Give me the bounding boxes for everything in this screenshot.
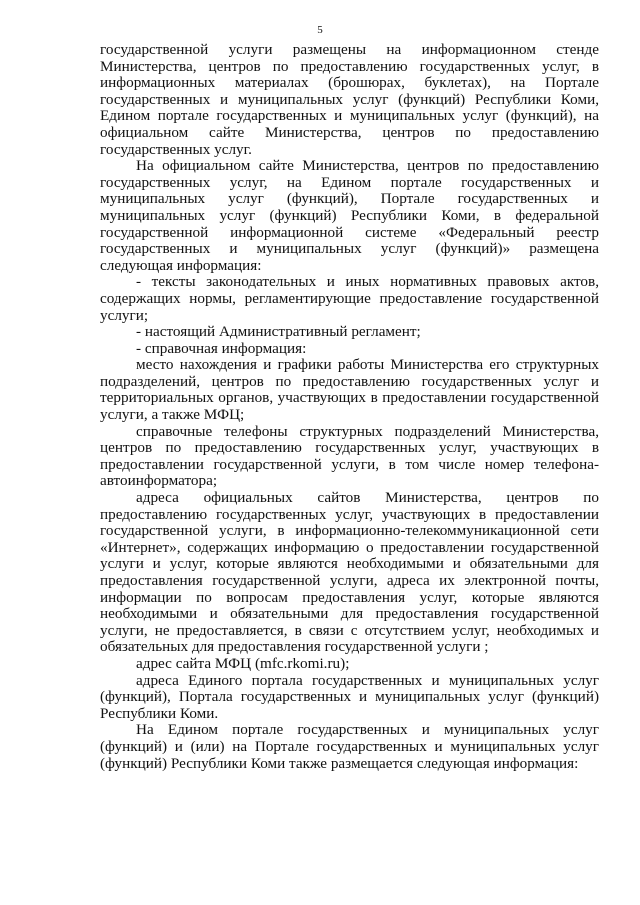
list-item-legal-acts: - тексты законодательных и иных нормативных правовых актов, содержащих нормы, регламентирующие предоставление государственной услуги; [100,273,599,324]
paragraph-portal-addresses: адреса Единого портала государственных и муниципальных услуг (функций), Портала государственных и муниципальных услуг (функций) Республики Коми. [100,671,599,722]
paragraph-mfc-site: адрес сайта МФЦ (mfc.rkomi.ru); [136,654,350,672]
paragraph-continuation: государственной услуги размещены на информационном стенде Министерства, центров по предоставлению государственных услуг, в информационных материалах (брошюрах, буклетах), на Портале государственных и муниципальных услуг (функций) Республики Коми, Едином портале государственных и муниципальных услуг (функций), на официальном сайте Министерства, центров по предоставлению государственных услуг. [100,41,599,158]
paragraph-location-schedule: место нахождения и графики работы Министерства его структурных подразделений, центров по предоставлению государственных услуг и территориальных органов, участвующих в предоставлении государственной услуги, а также МФЦ; [100,356,599,424]
list-item-reference-info: - справочная информация: [136,339,307,357]
paragraph-phones: справочные телефоны структурных подразделений Министерства, центров по предоставлению государственных услуг, участвующих в предоставлении государственной услуги, в том числе номер телефона-автоинформатора; [100,422,599,490]
paragraph-portal-info: На Едином портале государственных и муниципальных услуг (функций) и (или) на Портале государственных и муниципальных услуг (функций) Республики Коми также размещается следующая информация: [100,721,599,772]
paragraph-info-placement: На официальном сайте Министерства, центров по предоставлению государственных услуг, на Едином портале государственных и муниципальных услуг (функций), Портале государственных и муниципальных услуг (функций) Республики Коми, в федеральной государственной информационной системе «Федеральный реестр государственных и муниципальных услуг (функций)» размещена следующая информация: [100,157,599,274]
list-item-regulation: - настоящий Административный регламент; [136,323,421,341]
page-number: 5 [317,24,323,36]
document-body [100,42,599,772]
paragraph-websites: адреса официальных сайтов Министерства, центров по предоставлению государственных услуг, участвующих в предоставлении государственной услуги, в информационно-телекоммуникационной сети «Интернет», содержащих информацию о предоставлении государственной услуги и услуг, которые являются необходимыми и обязательными для предоставления государственной услуги, адреса их электронной почты, информации по вопросам предоставления услуг, которые являются необходимыми и обязательными для предоставления государственной услуги, не предоставляется, в связи с отсутствием услуг, необходимых и обязательных для предоставления государственной услуги ; [100,489,599,656]
